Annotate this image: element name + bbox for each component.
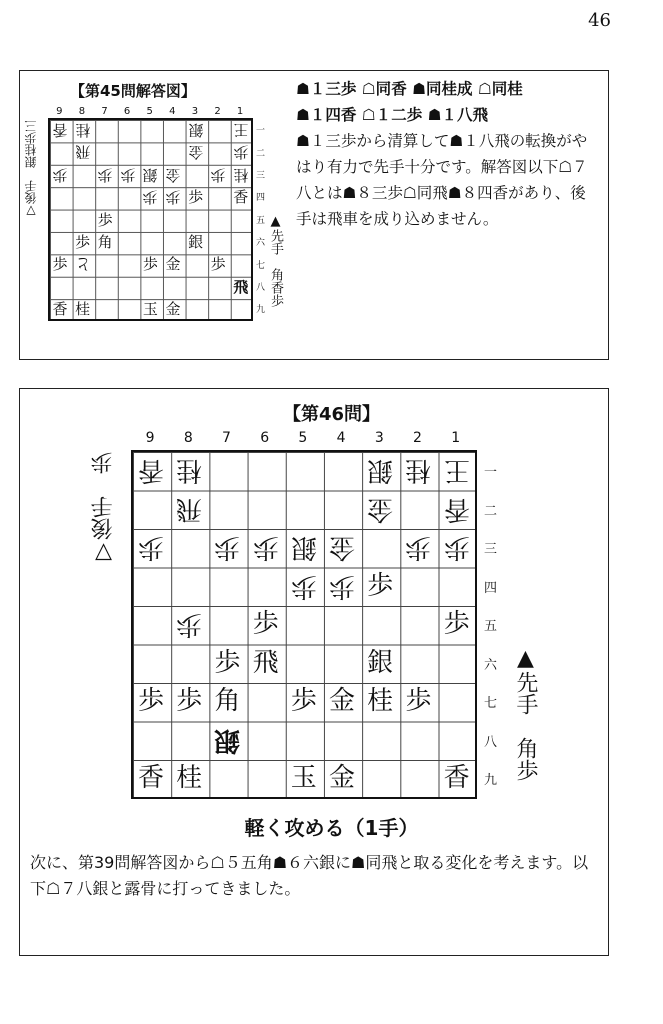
board-piece: 王 (443, 455, 470, 485)
file-number: 2 (214, 106, 221, 117)
board-piece: 桂 (75, 300, 91, 319)
board-piece: 桂 (233, 165, 249, 184)
board-piece: 金 (329, 532, 356, 562)
board-piece: 金 (328, 763, 355, 793)
board-piece: 歩 (176, 609, 203, 639)
rank-number: 七 (484, 696, 498, 712)
board-piece: 金 (328, 686, 355, 716)
board-piece: 歩 (142, 188, 158, 207)
board-piece: 歩 (367, 570, 394, 601)
file-number: 7 (101, 106, 108, 117)
rank-number: 八 (484, 734, 498, 750)
file-number: 6 (260, 430, 270, 446)
board-piece: 歩 (75, 233, 91, 251)
board-45 (48, 118, 253, 321)
rank-number: 二 (256, 148, 266, 159)
board-piece: 金 (165, 255, 181, 274)
board-piece: 飛 (252, 647, 279, 678)
board-piece: 香 (52, 300, 68, 319)
board-piece: 歩 (52, 255, 68, 274)
board-piece: 銀 (188, 233, 204, 251)
board-piece: 歩 (443, 532, 470, 562)
board-piece: 金 (165, 300, 181, 319)
board-piece: 歩 (290, 570, 317, 601)
board-piece: 角 (214, 686, 241, 716)
board-piece: 飛 (75, 143, 91, 162)
board-piece: 歩 (290, 686, 317, 716)
rank-number: 二 (484, 503, 498, 519)
board-piece: 金 (165, 165, 181, 184)
board-piece: 歩 (176, 686, 203, 716)
sente-hand-46: ▲先手 角歩 (513, 646, 538, 781)
file-number: 3 (374, 430, 384, 446)
board-piece: 歩 (137, 686, 164, 716)
problem-46-text (30, 850, 600, 902)
file-number: 3 (191, 106, 199, 117)
board-piece: 歩 (210, 165, 226, 184)
board-piece: 歩 (252, 609, 279, 639)
board-piece: 歩 (214, 532, 241, 562)
rank-number: 八 (256, 283, 266, 293)
board-piece: 歩 (165, 188, 181, 207)
rank-number: 四 (484, 580, 498, 596)
answer-45-text (296, 76, 596, 232)
board-piece: 飛 (176, 493, 203, 524)
board-piece: 桂 (367, 686, 394, 716)
board-piece: 歩 (252, 532, 279, 562)
file-number: 5 (298, 430, 308, 446)
board-piece: 歩 (97, 165, 113, 184)
rank-number: 六 (256, 238, 266, 249)
board-piece: 銀 (367, 455, 394, 485)
board-piece: 歩 (210, 255, 226, 274)
file-number: 8 (183, 430, 193, 446)
gote-hand-45: ▽後手 銀桂歩三 (24, 120, 38, 218)
file-number: 4 (336, 430, 346, 446)
file-number: 1 (236, 106, 244, 117)
board-piece: 歩 (97, 210, 113, 229)
rank-number: 九 (256, 305, 266, 316)
sente-hand-45: ▲先手 角香歩 (268, 214, 283, 307)
board-piece: 桂 (405, 455, 432, 485)
file-number: 4 (169, 106, 176, 117)
board-piece: 桂 (75, 121, 91, 139)
file-number: 7 (222, 430, 231, 446)
board-piece: 玉 (142, 300, 158, 319)
file-number: 9 (145, 430, 155, 446)
rank-number: 三 (256, 171, 266, 181)
board-piece: 銀 (290, 532, 317, 562)
board-piece: 飛 (233, 277, 249, 296)
board-piece: 歩 (52, 165, 68, 184)
file-number: 2 (413, 430, 422, 446)
rank-number: 一 (484, 465, 498, 481)
file-number: 6 (123, 106, 131, 117)
file-number: 5 (146, 106, 153, 117)
board-piece: 香 (443, 493, 470, 524)
board-piece: 歩 (405, 532, 432, 562)
problem-46-caption: 軽く攻める（1手） (244, 816, 419, 840)
board-piece: 金 (188, 143, 204, 162)
board-piece: 金 (367, 493, 394, 524)
board-piece: 香 (233, 188, 249, 207)
board-piece: 玉 (290, 763, 317, 793)
board-piece: 銀 (214, 724, 241, 755)
board-46 (131, 450, 477, 799)
file-number: 8 (78, 106, 86, 117)
board-piece: 歩 (214, 647, 241, 678)
page-number: 46 (588, 10, 611, 31)
board-piece: 銀 (188, 121, 204, 139)
board-piece: 歩 (120, 165, 136, 184)
board-piece: 桂 (176, 455, 203, 485)
answer-45-title: 【第45問解答図】 (70, 82, 196, 100)
rank-number: 三 (484, 542, 498, 558)
board-piece: 桂 (176, 763, 203, 793)
rank-number: 六 (484, 657, 498, 673)
rank-number: 四 (256, 193, 266, 204)
problem-46-commentary: 次に、第39問解答図から☖５五角☗６六銀に☗同飛と取る変化を考えます。以下☖７八銀と露骨に打ってきました。 (30, 853, 589, 898)
board-piece: 王 (233, 121, 249, 139)
gote-hand-46: ▽後手 歩 (91, 452, 116, 565)
board-piece: 香 (137, 763, 164, 793)
board-piece: 歩 (233, 143, 249, 162)
board-piece: 香 (443, 763, 470, 793)
board-piece: 歩 (329, 570, 356, 601)
rank-number: 九 (484, 773, 498, 789)
answer-45-moves-2: ☗１四香 ☖１二歩 ☗１八飛 (296, 106, 488, 124)
board-piece: 歩 (405, 686, 432, 716)
board-piece: 香 (52, 121, 68, 139)
board-piece: 歩 (138, 532, 165, 562)
board-piece: 歩 (443, 609, 470, 639)
file-number: 1 (451, 430, 461, 446)
board-piece: 歩 (142, 255, 158, 274)
rank-number: 一 (256, 126, 266, 137)
answer-45-moves-1: ☗１三歩 ☖同香 ☗同桂成 ☖同桂 (296, 80, 523, 98)
file-number: 9 (56, 106, 63, 117)
board-piece: 歩 (188, 188, 204, 207)
answer-45-commentary: ☗１三歩から清算して☗１八飛の転換がやはり有力で先手十分です。解答図以下☖７八とは☗８三歩☖同飛☗８四香があり、後手は飛車を成り込めません。 (296, 132, 588, 228)
problem-46-title: 【第46問】 (282, 404, 381, 425)
rank-number: 七 (256, 260, 266, 271)
board-piece: 角 (97, 233, 113, 251)
rank-number: 五 (256, 215, 266, 226)
board-piece: 香 (138, 455, 165, 485)
rank-number: 五 (484, 619, 498, 635)
board-piece: 銀 (367, 647, 394, 678)
board-piece: と (75, 255, 91, 274)
board-piece: 銀 (142, 165, 158, 184)
